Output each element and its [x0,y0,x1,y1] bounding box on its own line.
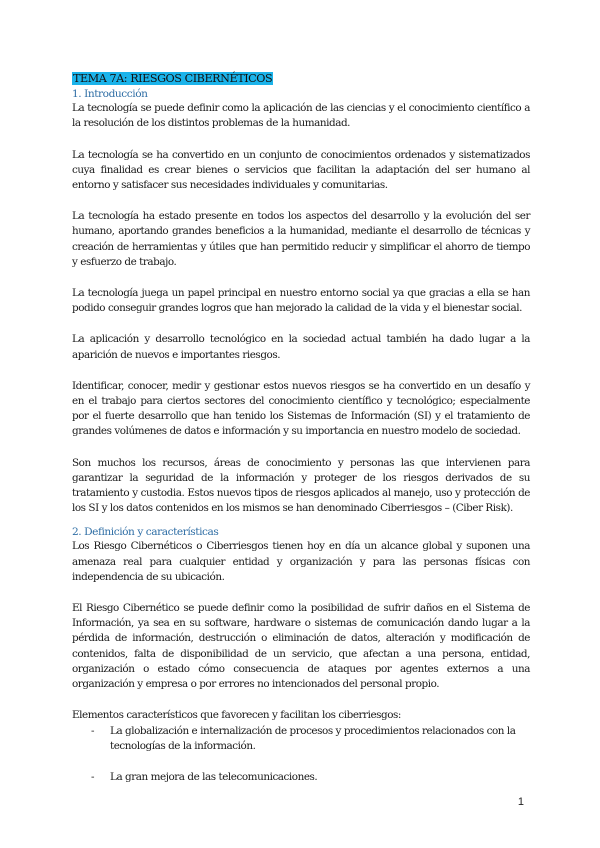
paragraph: La tecnología ha estado presente en todos los aspectos del desarrollo y la evolución del ser humano, aportando grandes beneficios a la humanidad, mediante el desarrollo de técnicas y creación de herramientas y útiles que han permitido reducir y simplificar el ahorro de tiempo y esfuerzo de trabajo. [72,210,530,268]
paragraph: La aplicación y desarrollo tecnológico en la sociedad actual también ha dado lugar a la aparición de nuevos e importantes riesgos. [72,333,530,361]
section-heading-introduccion: 1. Introducción [72,88,148,101]
bullet-dash: - [91,724,95,737]
characteristics-list [72,724,530,786]
paragraph: Identificar, conocer, medir y gestionar estos nuevos riesgos se ha convertido en un desafío y en el trabajo para ciertos sectores del conocimiento científico y tecnológico; especialmente por el fuerte desarrollo que han tenido los Sistemas de Información (SI) y el tratamiento de grandes volúmenes de datos e información y su importancia en nuestro modelo de sociedad. [72,379,530,438]
paragraph: La tecnología se puede definir como la aplicación de las ciencias y el conocimiento científico a la resolución de los distintos problemas de la humanidad. [72,102,530,130]
list-item-text: La gran mejora de las telecomunicaciones. [110,770,318,783]
paragraph: El Riesgo Cibernético se puede definir como la posibilidad de sufrir daños en el Sistema de Información, ya sea en su software, hardware o sistemas de comunicación dando lugar a la pérdida de información, destrucción o eliminación de datos, alteración y modificación de contenidos, falta de disponibilidad de un servicio, que afectan a una persona, entidad, organización o estado cómo consecuencia de ataques por agentes externos a una organización y empresa o por errores no intencionados del personal propio. [72,602,530,691]
list-item [72,724,530,754]
paragraph: La tecnología se ha convertido en un conjunto de conocimientos ordenados y sistematizados cuya finalidad es crear bienes o servicios que facilitan la adaptación del ser humano al entorno y satisfacer sus necesidades individuales y comunitarias. [72,148,530,192]
paragraph: La tecnología juega un papel principal en nuestro entorno social ya que gracias a ella se han podido conseguir grandes logros que han mejorado la calidad de la vida y el bienestar social. [72,287,530,315]
list-item [72,770,530,785]
document-title: TEMA 7A: RIESGOS CIBERNÉTICOS [73,72,273,85]
list-intro: Elementos característicos que favorecen y facilitan los ciberriesgos: [72,709,401,722]
paragraph: Son muchos los recursos, áreas de conocimiento y personas las que intervienen para garantizar la seguridad de la información y proteger de los riesgos derivados de su tratamiento y custodia. Estos nuevos tipos de riesgos aplicados al manejo, uso y protección de los SI y los datos contenidos en los mismos se han denominado Ciberriesgos – (Ciber Risk). [72,456,530,515]
list-item-text: La globalización e internalización de procesos y procedimientos relacionados con la tecnologías de la información. [110,724,516,752]
document-body [72,72,530,785]
bullet-dash: - [91,770,95,783]
paragraph: Los Riesgo Cibernéticos o Ciberriesgos tienen hoy en día un alcance global y suponen una amenaza real para cualquier entidad y organización y para las personas físicas con independencia de su ubicación. [72,540,530,583]
page-number: 1 [517,796,524,808]
section-heading-definicion: 2. Definición y características [72,526,219,539]
